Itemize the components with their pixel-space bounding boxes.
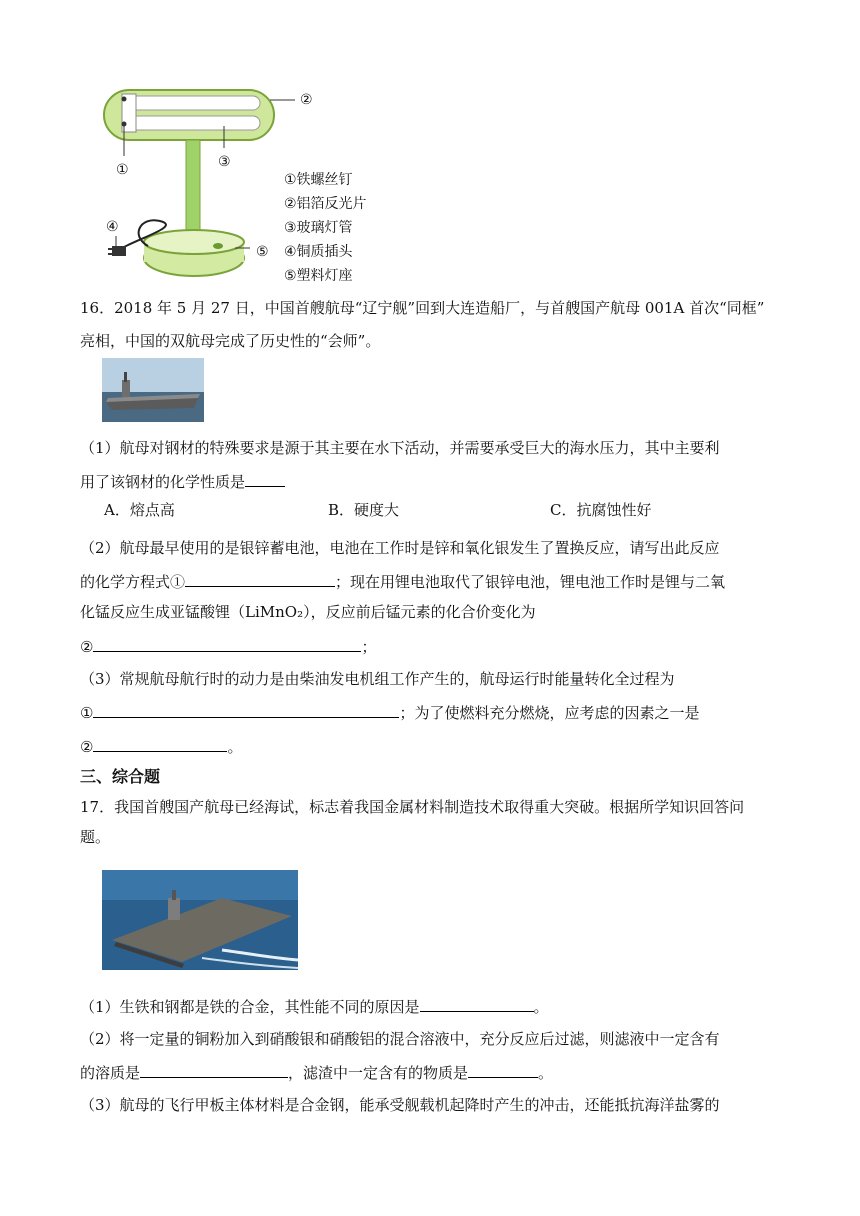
q16-p1-text: 用了该钢材的化学性质是 bbox=[80, 473, 246, 491]
q16-p3-text-a: ① bbox=[80, 704, 94, 722]
q16-p3-line1: （3）常规航母航行时的动力是由柴油发电机组工作产生的，航母运行时能量转化全过程为 bbox=[80, 670, 675, 688]
q16-p2-text-b: ；现在用锂电池取代了银锌电池，锂电池工作时是锂与二氧 bbox=[335, 573, 726, 591]
callout-2: ② bbox=[300, 92, 313, 108]
section-title: 三、综合题 bbox=[80, 767, 161, 786]
callout-5: ⑤ bbox=[256, 244, 269, 260]
q16-intro-line1: 16．2018 年 5 月 27 日，中国首艘航母“辽宁舰”回到大连造船厂，与首艘国产航母 001A 首次“同框” bbox=[80, 299, 765, 317]
answer-blank[interactable] bbox=[245, 470, 285, 487]
lamp-legend bbox=[284, 168, 367, 288]
q17-p2-line1: （2）将一定量的铜粉加入到硝酸银和硝酸铝的混合溶液中，充分反应后过滤，则滤液中一定含有 bbox=[80, 1030, 720, 1048]
q17-p3-line1: （3）航母的飞行甲板主体材料是合金钢，能承受舰载机起降时产生的冲击，还能抵抗海洋盐雾的 bbox=[80, 1096, 720, 1114]
q17-p1-line bbox=[80, 995, 549, 1018]
legend-item: ②铝箔反光片 bbox=[284, 196, 367, 212]
q16-p3-text-b: ；为了使燃料充分燃烧，应考虑的因素之一是 bbox=[399, 704, 700, 722]
q16-p2-text-d: ； bbox=[361, 638, 377, 656]
q16-p2-text-a: 的化学方程式① bbox=[80, 573, 186, 591]
q16-p2-line1: （2）航母最早使用的是银锌蓄电池，电池在工作时是锌和氧化银发生了置换反应，请写出此反应 bbox=[80, 539, 720, 557]
q16-p3-line3 bbox=[80, 735, 242, 758]
q16-p2-text-c: ② bbox=[80, 638, 94, 656]
q16-p2-line4 bbox=[80, 635, 376, 658]
q16-p1-line2 bbox=[80, 470, 285, 493]
legend-item: ④铜质插头 bbox=[284, 244, 353, 260]
q17-p2-line2 bbox=[80, 1061, 553, 1084]
q17-p1-text-a: （1）生铁和钢都是铁的合金，其性能不同的原因是 bbox=[80, 998, 420, 1016]
carrier-photo-large bbox=[102, 870, 298, 970]
option-b[interactable]: B．硬度大 bbox=[328, 501, 400, 519]
q17-intro-line2: 题。 bbox=[80, 828, 111, 846]
q17-p1-text-b: 。 bbox=[533, 998, 549, 1016]
answer-blank[interactable] bbox=[93, 735, 227, 752]
q17-intro-line1: 17．我国首艘国产航母已经海试，标志着我国金属材料制造技术取得重大突破。根据所学知识回答问 bbox=[80, 798, 745, 816]
q16-p3-text-d: 。 bbox=[227, 738, 243, 756]
legend-item: ①铁螺丝钉 bbox=[284, 172, 353, 188]
answer-blank[interactable] bbox=[420, 995, 534, 1012]
q16-intro-line2: 亮相，中国的双航母完成了历史性的“会师”。 bbox=[80, 332, 381, 350]
option-c[interactable]: C．抗腐蚀性好 bbox=[550, 501, 652, 519]
q16-p3-text-c: ② bbox=[80, 738, 94, 756]
q17-p2-text-c: 。 bbox=[538, 1064, 554, 1082]
answer-blank[interactable] bbox=[93, 635, 361, 652]
callout-3: ③ bbox=[218, 154, 231, 170]
q16-p2-line3: 化锰反应生成亚锰酸锂（LiMnO₂），反应前后锰元素的化合价变化为 bbox=[80, 603, 536, 621]
q17-p2-text-a: 的溶质是 bbox=[80, 1064, 141, 1082]
q16-p1-line1: （1）航母对钢材的特殊要求是源于其主要在水下活动，并需要承受巨大的海水压力，其中主要利 bbox=[80, 439, 720, 457]
answer-blank[interactable] bbox=[468, 1061, 538, 1078]
answer-blank[interactable] bbox=[140, 1061, 288, 1078]
q17-p2-text-b: ，滤渣中一定含有的物质是 bbox=[288, 1064, 469, 1082]
q16-p3-line2 bbox=[80, 701, 699, 724]
callout-4: ④ bbox=[106, 219, 119, 235]
callout-1: ① bbox=[116, 162, 129, 178]
answer-blank[interactable] bbox=[185, 570, 335, 587]
answer-blank[interactable] bbox=[93, 701, 399, 718]
carrier-photo-small bbox=[102, 358, 204, 422]
legend-item: ③玻璃灯管 bbox=[284, 220, 353, 236]
legend-item: ⑤塑料灯座 bbox=[284, 268, 353, 284]
q16-p2-line2 bbox=[80, 570, 725, 593]
option-a[interactable]: A．熔点高 bbox=[104, 501, 175, 519]
